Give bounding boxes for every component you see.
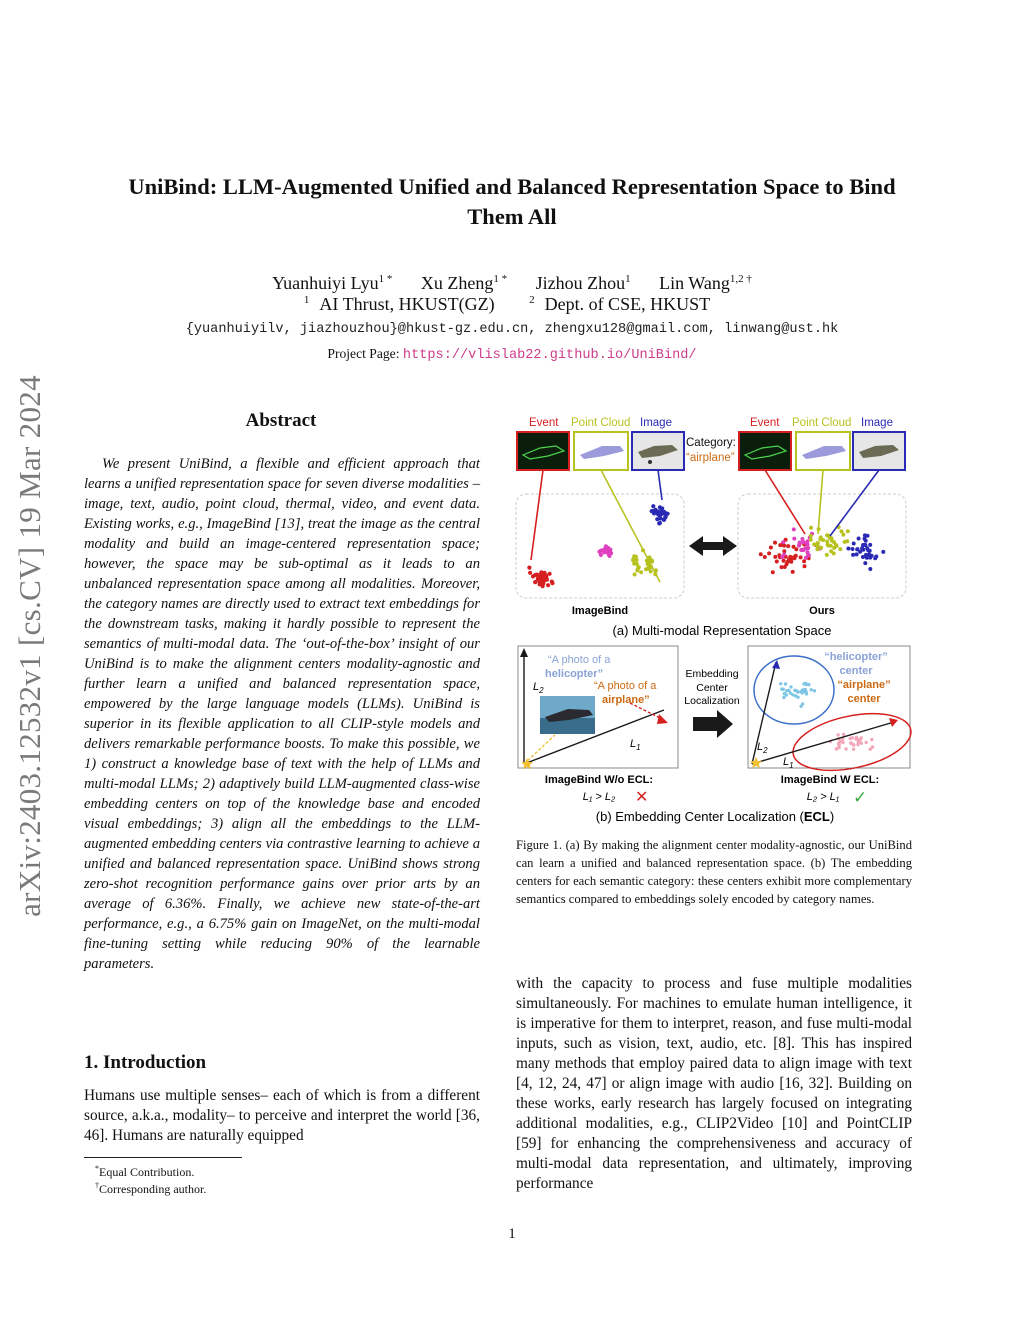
footnote: †Corresponding author.	[95, 1181, 207, 1196]
event-point	[536, 575, 540, 579]
image-point	[864, 539, 868, 543]
pointcloud-point	[809, 538, 813, 542]
event-point	[528, 571, 532, 575]
event-point	[780, 565, 784, 569]
helicopter-embedding-point	[791, 693, 794, 696]
airplane-embedding-point	[857, 738, 860, 741]
helicopter-embedding-point	[810, 688, 813, 691]
ours-scatter	[759, 525, 886, 574]
pink-point	[608, 548, 612, 552]
pointcloud-point	[832, 546, 836, 550]
paper-title	[80, 172, 944, 232]
star-icon	[750, 757, 762, 768]
arrowhead-icon	[520, 648, 528, 657]
page-number: 1	[508, 1226, 516, 1242]
pink-point	[599, 553, 603, 557]
project-page	[80, 346, 944, 363]
image-point	[858, 550, 862, 554]
pink-point	[792, 537, 796, 541]
l1-label-right: $L_1$	[783, 756, 794, 770]
image-point	[857, 537, 861, 541]
project-label: Project Page:	[327, 346, 400, 361]
event-point	[533, 580, 537, 584]
pointcloud-point	[632, 562, 636, 566]
image-thumbnail	[632, 432, 684, 470]
arxiv-stamp: arXiv:2403.12532v1 [cs.CV] 19 Mar 2024	[12, 375, 47, 917]
legend-pointcloud-right: Point Cloud	[792, 417, 852, 429]
affiliations	[80, 294, 944, 315]
image-point	[864, 553, 868, 557]
connector-pointcloud-right	[818, 470, 823, 534]
airplane-embedding-point	[870, 738, 873, 741]
event-point	[786, 544, 790, 548]
heli-prompt-line2: helicopter”	[545, 668, 604, 680]
helicopter-embedding-point	[796, 696, 799, 699]
author: Xu Zheng$^{1 *}$	[420, 273, 508, 293]
plane-prompt-line2: airplane”	[602, 694, 650, 706]
event-point	[791, 570, 795, 574]
event-point	[792, 545, 796, 549]
abstract-heading: Abstract	[245, 410, 317, 431]
pointcloud-point	[840, 529, 844, 533]
event-point	[775, 560, 779, 564]
author: Lin Wang$^{1,2 \dagger}$	[659, 273, 752, 293]
pointcloud-point	[633, 573, 637, 577]
connector-event-left	[531, 470, 543, 560]
helicopter-embedding-point	[801, 691, 804, 694]
image-point	[851, 547, 855, 551]
pointcloud-point	[812, 542, 816, 546]
event-point	[527, 566, 531, 570]
event-thumbnail	[517, 432, 569, 470]
pointcloud-point	[829, 549, 833, 553]
pointcloud-point	[639, 570, 643, 574]
image-point	[868, 567, 872, 571]
imagebind-wo-ecl: ImageBind W/o ECL:	[544, 774, 654, 786]
pink-point	[804, 556, 808, 560]
plane-prompt-line1: “A photo of a	[594, 680, 657, 692]
pointcloud-point	[838, 547, 842, 551]
pointcloud-point	[635, 558, 639, 562]
heli-prompt-line1: “A photo of a	[548, 654, 611, 666]
pink-point	[608, 552, 612, 556]
helicopter-embedding-point	[799, 705, 802, 708]
image-point	[863, 561, 867, 565]
pink-point	[800, 537, 804, 541]
pointcloud-thumbnail	[574, 432, 628, 470]
right-column-text: with the capacity to process and fuse multiple modalities simultaneously. For machines to emulate human intelligence, it is imperative for them to interpret, reason, and fuse multi-modal inputs, such as vision, text, audio, etc. [8]. This has inspired many methods that employ paired data to align image with text [4, 12, 24, 47] or align image with audio [16, 32]. Building on these works, early research has largely focused on integrating additional modalities, e.g., CLIP2Video [10] and PointCLIP [59] for enhancing the comprehensiveness and accuracy of multi-modal data representation, and ultimately, improving performance	[516, 975, 912, 1192]
connector-image-right	[830, 470, 879, 536]
pointcloud-point	[826, 544, 830, 548]
inequality-left: L₁ > L₂	[582, 791, 616, 803]
l1-label-left: $L_1$	[630, 738, 641, 752]
event-point	[541, 579, 545, 583]
helicopter-embedding-point	[789, 685, 792, 688]
subcaption-a: (a) Multi-modal Representation Space	[612, 623, 832, 638]
dashed-line	[524, 735, 555, 764]
image-point	[868, 549, 872, 553]
helicopter-embedding-point	[795, 689, 798, 692]
event-point	[769, 546, 773, 550]
legend-event-right: Event	[750, 417, 780, 429]
connector-event-right	[765, 470, 805, 534]
pink-point	[792, 527, 796, 531]
pointcloud-point	[815, 547, 819, 551]
image-point	[657, 521, 661, 525]
ecl-label-line2: Center	[696, 682, 728, 694]
inequality-right: L₂ > L₁	[806, 791, 840, 803]
airplane-embedding-point	[860, 742, 863, 745]
event-point	[803, 564, 807, 568]
cross-icon: ✕	[635, 789, 649, 806]
star-icon	[521, 758, 533, 769]
airplane-embedding-point	[865, 741, 868, 744]
category-label: Category:	[686, 437, 736, 449]
pink-point	[782, 553, 786, 557]
pointcloud-point	[631, 558, 635, 562]
helicopter-embedding-point	[804, 682, 807, 685]
legend-pointcloud-left: Point Cloud	[571, 417, 631, 429]
double-arrow-icon	[689, 536, 737, 556]
event-thumbnail	[739, 432, 791, 470]
helicopter-embedding-point	[782, 688, 785, 691]
event-point	[759, 552, 763, 556]
image-point	[652, 509, 656, 513]
image-point	[663, 510, 667, 514]
image-point	[874, 555, 878, 559]
pink-point	[599, 549, 603, 553]
pointcloud-point	[825, 553, 829, 557]
pointcloud-point	[819, 546, 823, 550]
pointcloud-point	[825, 533, 829, 537]
event-point	[794, 554, 798, 558]
image-point	[868, 543, 872, 547]
event-point	[546, 583, 550, 587]
title-line-2: Them All	[467, 204, 557, 229]
event-point	[773, 541, 777, 545]
airplane-embedding-point	[835, 747, 838, 750]
intro-text: Humans use multiple senses– each of which is from a different source, a.k.a., modality– to perceive and interpret the world [36, 46]. Humans are naturally equipped	[84, 1087, 480, 1144]
image-point	[855, 552, 859, 556]
footnote: *Equal Contribution.	[95, 1164, 195, 1179]
figure-1	[512, 408, 916, 828]
legend-image-left: Image	[640, 417, 672, 429]
pointcloud-point	[832, 540, 836, 544]
intro-heading: 1. Introduction	[84, 1052, 207, 1073]
helicopter-embedding-point	[787, 689, 790, 692]
label-ours: Ours	[809, 605, 835, 617]
pointcloud-point	[846, 529, 850, 533]
subcaption-b: (b) Embedding Center Localization (ECL)	[595, 809, 835, 824]
airplane-embedding-point	[837, 743, 840, 746]
helicopter-embedding-point	[813, 689, 816, 692]
center-plane-word: “airplane”	[837, 679, 891, 691]
affiliation: $^1$ AI Thrust, HKUST(GZ)	[303, 294, 495, 314]
event-point	[531, 574, 535, 578]
author-list	[80, 268, 944, 294]
airplane-embedding-point	[860, 736, 863, 739]
abstract-body	[84, 454, 480, 974]
image-thumbnail	[853, 432, 905, 470]
pink-point	[781, 540, 785, 544]
event-point	[767, 551, 771, 555]
check-icon: ✓	[853, 788, 868, 807]
image-point	[870, 554, 874, 558]
event-point	[773, 555, 777, 559]
legend-image-right: Image	[861, 417, 893, 429]
event-point	[787, 557, 791, 561]
ecl-label-line3: Localization	[684, 695, 740, 707]
pointcloud-thumbnail	[796, 432, 850, 470]
helicopter-embedding-point	[805, 692, 808, 695]
helicopter-embedding-point	[779, 682, 782, 685]
right-arrow-icon	[693, 710, 733, 738]
legend-event-left: Event	[529, 417, 559, 429]
image-point	[881, 550, 885, 554]
event-point	[763, 555, 767, 559]
image-point	[660, 506, 664, 510]
image-point	[663, 515, 667, 519]
airplane-embedding-point	[842, 733, 845, 736]
image-point	[657, 513, 661, 517]
pointcloud-point	[819, 535, 823, 539]
center-heli-center: center	[839, 665, 873, 677]
airplane-embedding-point	[850, 742, 853, 745]
helicopter-embedding-point	[785, 693, 788, 696]
l2-label-left: $L_2$	[533, 681, 544, 695]
event-point	[550, 581, 554, 585]
pointcloud-point	[809, 526, 813, 530]
center-heli-word: “helicopter”	[824, 651, 888, 663]
event-point	[548, 572, 552, 576]
connector-image-left	[658, 470, 662, 500]
airplane-embedding-point	[871, 745, 874, 748]
image-point	[851, 553, 855, 557]
author-emails: {yuanhuiyilv, jiazhouzhou}@hkust-gz.edu.cn, zhengxu128@gmail.com, linwang@ust.hk	[185, 322, 839, 337]
author: Yuanhuiyi Lyu$^{1 *}$	[272, 273, 393, 293]
airplane-embedding-point	[841, 741, 844, 744]
pink-point	[805, 539, 809, 543]
category-value: “airplane”	[686, 452, 735, 464]
helicopter-embedding-point	[782, 696, 785, 699]
pink-point	[804, 546, 808, 550]
imagebind-scatter	[527, 504, 669, 588]
helicopter-embedding-point	[807, 683, 810, 686]
event-point	[782, 559, 786, 563]
pointcloud-point	[809, 534, 813, 538]
arrowhead-icon	[657, 714, 668, 724]
footnote-rule	[84, 1157, 242, 1158]
image-point	[862, 543, 866, 547]
author: Jizhou Zhou$^1$	[535, 273, 631, 293]
event-point	[802, 559, 806, 563]
image-point	[866, 534, 870, 538]
pointcloud-point	[845, 539, 849, 543]
pink-point	[798, 541, 802, 545]
event-point	[771, 570, 775, 574]
vector-l1-right	[752, 722, 894, 764]
imagebind-w-ecl: ImageBind W ECL:	[780, 774, 880, 786]
abstract-text: We present UniBind, a flexible and efficient approach that learns a unified representation space for seven diverse modalities – image, text, audio, point cloud, thermal, video, and event data. Existing works, e.g., ImageBind [13], treat the image as the central modality and build an image-centered representation space; however, the space may be sub-optimal as it leads to an unbalanced representation space among all modalities. Moreover, the category names are directly used to extract text embeddings for the downstream tasks, making it hardly possible to represent the semantics of multi-modal data. The ‘out-of-the-box’ insight of our UniBind is to make the alignment centers modality-agnostic and further learn a unified and balanced representation space, empowered by the large language models (LLMs). UniBind is superior in its flexible application to all CLIP-style models and delivers remarkable performance boosts. To make this possible, we 1) construct a knowledge base of text with the help of LLMs and multi-modal LLMs; 2) adaptively build LLM-augmented class-wise embedding centers on top of the knowledge base and encoded visual embeddings; 3) align all the embeddings to the LLM-augmented embedding centers via contrastive learning to achieve a unified and balanced representation space. UniBind shows strong zero-shot recognition performance gains over prior arts by an average of 6.36%. Finally, we achieve new state-of-the-art performance, e.g., a 6.75% gain on ImageNet, on the multi-modal fine-tuning setting while reducing 90% of the learnable parameters.	[84, 456, 480, 972]
image-point	[852, 542, 856, 546]
l2-label-right: $L_2$	[757, 741, 768, 755]
figure-caption: Figure 1. (a) By making the alignment center modality-agnostic, our UniBind can learn a unified and balanced representation space. (b) The embedding centers for each semantic category: these centers exhibit more complementary semantics compared to embeddings solely encoded by category names.	[516, 838, 912, 906]
airplane-embedding-point	[852, 748, 855, 751]
affiliation: $^2$ Dept. of CSE, HKUST	[529, 294, 711, 314]
ecl-label-line1: Embedding	[685, 668, 739, 680]
airplane-embedding-point	[849, 737, 852, 740]
connector-pointcloud-left	[601, 470, 660, 582]
pointcloud-point	[825, 540, 829, 544]
label-imagebind: ImageBind	[571, 605, 629, 617]
project-url-link[interactable]: https://vlislab22.github.io/UniBind/	[402, 348, 697, 363]
image-point	[846, 547, 850, 551]
center-plane-center: center	[847, 693, 881, 705]
airplane-embedding-point	[856, 743, 859, 746]
image-point	[651, 504, 655, 508]
helicopter-embedding-point	[784, 682, 787, 685]
airplane-photo	[540, 696, 595, 734]
airplane-embedding-point	[836, 733, 839, 736]
event-point	[799, 555, 803, 559]
title-line-1: UniBind: LLM-Augmented Unified and Balanced Representation Space to Bind	[128, 174, 896, 199]
pointcloud-point	[829, 536, 833, 540]
airplane-embedding-point	[844, 747, 847, 750]
event-point	[540, 571, 544, 575]
